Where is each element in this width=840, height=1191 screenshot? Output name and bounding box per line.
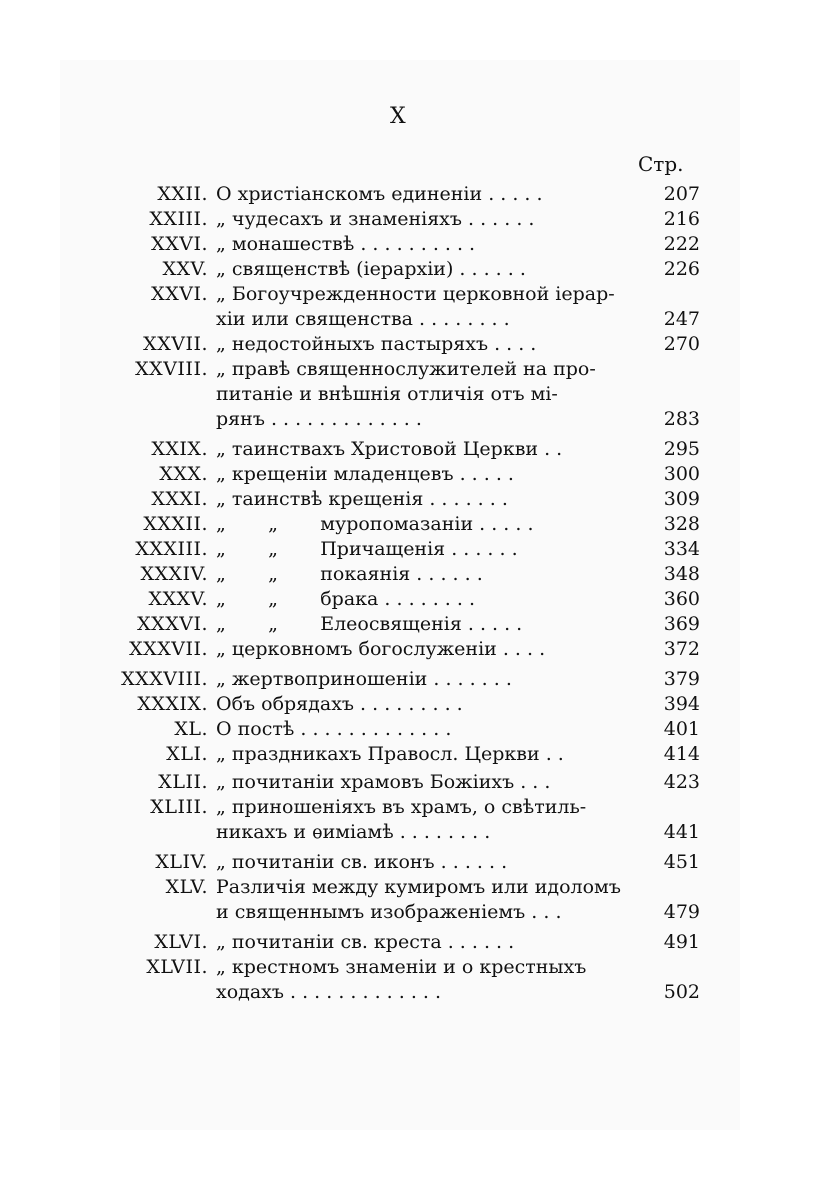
chapter-number: XXXIII. (135, 538, 208, 560)
toc-row (0, 231, 840, 257)
chapter-number: XXXVII. (129, 638, 208, 660)
toc-row (0, 849, 840, 875)
chapter-title: „ таинствахъ Христовой Церкви . . (216, 438, 563, 460)
toc-row (0, 536, 840, 562)
chapter-number: XXV. (162, 258, 208, 280)
page-number: 491 (663, 931, 700, 953)
chapter-number: XXIX. (151, 438, 208, 460)
page-number: 479 (663, 901, 700, 923)
toc-row (0, 406, 840, 432)
toc-row (0, 929, 840, 955)
toc-row (0, 769, 840, 795)
chapter-number: XLIV. (155, 851, 208, 873)
chapter-title: рянъ . . . . . . . . . . . . . (216, 408, 422, 430)
chapter-title: „ Богоучрежденности церковной іерар- (216, 283, 615, 305)
toc-row (0, 256, 840, 282)
toc-row (0, 356, 840, 382)
chapter-number: XXVIII. (135, 358, 208, 380)
page-number: 451 (663, 851, 700, 873)
page-number: 216 (663, 208, 700, 230)
toc-row (0, 954, 840, 980)
chapter-title: „ монашествѣ . . . . . . . . . . (216, 233, 476, 255)
page-number: 334 (663, 538, 700, 560)
toc-row (0, 381, 840, 407)
chapter-title: ходахъ . . . . . . . . . . . . . (216, 981, 442, 1003)
toc-row (0, 741, 840, 767)
chapter-number: XXXII. (143, 513, 208, 535)
page-number: 328 (663, 513, 700, 535)
chapter-number: XXXV. (148, 588, 208, 610)
chapter-number: XXVI. (151, 233, 208, 255)
chapter-title: О постѣ . . . . . . . . . . . . . (216, 718, 452, 740)
chapter-number: XL. (174, 718, 208, 740)
chapter-number: XLI. (166, 743, 208, 765)
chapter-number: XLIII. (150, 796, 208, 818)
toc-row (0, 586, 840, 612)
chapter-title: „ чудесахъ и знаменіяхъ . . . . . . (216, 208, 535, 230)
toc-row (0, 636, 840, 662)
page-number: 401 (663, 718, 700, 740)
chapter-number: XXXIV. (140, 563, 208, 585)
toc-row (0, 206, 840, 232)
page-column-label: Стр. (638, 152, 684, 176)
page-number: 270 (663, 333, 700, 355)
toc-row (0, 561, 840, 587)
page-number: 372 (663, 638, 700, 660)
page-number: 369 (663, 613, 700, 635)
chapter-title: „ „ брака . . . . . . . . (216, 588, 476, 610)
toc-row (0, 461, 840, 487)
chapter-title: „ „ покаянія . . . . . . (216, 563, 483, 585)
toc-row (0, 281, 840, 307)
toc-row (0, 794, 840, 820)
toc-row (0, 716, 840, 742)
page-number: 360 (663, 588, 700, 610)
page-number: 300 (663, 463, 700, 485)
chapter-number: XXVII. (143, 333, 208, 355)
page-number: 247 (663, 308, 700, 330)
chapter-number: XXXVI. (137, 613, 208, 635)
chapter-number: XLV. (165, 876, 208, 898)
toc-row (0, 819, 840, 845)
chapter-title: О христіанскомъ единеніи . . . . . (216, 183, 543, 205)
page-number: 283 (663, 408, 700, 430)
toc-row (0, 899, 840, 925)
page-folio: X (390, 104, 407, 129)
chapter-title: „ почитаніи св. иконъ . . . . . . (216, 851, 508, 873)
chapter-number: XXX. (159, 463, 208, 485)
page-number: 423 (663, 771, 700, 793)
page-number: 441 (663, 821, 700, 843)
chapter-number: XXXIX. (137, 693, 208, 715)
chapter-title: „ крещеніи младенцевъ . . . . . (216, 463, 514, 485)
toc-row (0, 331, 840, 357)
toc-row (0, 181, 840, 207)
chapter-title: Объ обрядахъ . . . . . . . . . (216, 693, 463, 715)
chapter-number: XXXVIII. (121, 668, 208, 690)
page-number: 309 (663, 488, 700, 510)
chapter-number: XXVI. (151, 283, 208, 305)
page-number: 226 (663, 258, 700, 280)
chapter-title: „ жертвоприношеніи . . . . . . . (216, 668, 512, 690)
toc-row (0, 511, 840, 537)
page-number: 502 (663, 981, 700, 1003)
chapter-title: никахъ и ѳиміамѣ . . . . . . . . (216, 821, 491, 843)
chapter-title: питаніе и внѣшнія отличія отъ мі- (216, 383, 558, 405)
chapter-number: XLII. (158, 771, 208, 793)
chapter-title: „ „ Причащенія . . . . . . (216, 538, 518, 560)
chapter-number: XXII. (157, 183, 208, 205)
toc-row (0, 486, 840, 512)
toc-row (0, 306, 840, 332)
chapter-title: „ священствѣ (іерархіи) . . . . . . (216, 258, 526, 280)
chapter-title: „ крестномъ знаменіи и о крестныхъ (216, 956, 587, 978)
chapter-title: „ правѣ священнослужителей на про- (216, 358, 596, 380)
chapter-number: XXIII. (149, 208, 208, 230)
chapter-title: „ „ муропомазаніи . . . . . (216, 513, 534, 535)
chapter-title: и священнымъ изображеніемъ . . . (216, 901, 562, 923)
chapter-number: XLVI. (154, 931, 208, 953)
chapter-title: Различія между кумиромъ или идоломъ (216, 876, 621, 898)
chapter-number: XLVII. (146, 956, 208, 978)
toc-row (0, 979, 840, 1005)
page-number: 414 (663, 743, 700, 765)
page-number: 295 (663, 438, 700, 460)
chapter-title: „ церковномъ богослуженіи . . . . (216, 638, 546, 660)
page-number: 222 (663, 233, 700, 255)
chapter-title: „ таинствѣ крещенія . . . . . . . (216, 488, 508, 510)
chapter-title: „ почитаніи храмовъ Божіихъ . . . (216, 771, 551, 793)
page-number: 348 (663, 563, 700, 585)
page-number: 207 (663, 183, 700, 205)
toc-row (0, 666, 840, 692)
chapter-number: XXXI. (151, 488, 208, 510)
chapter-title: „ „ Елеосвященія . . . . . (216, 613, 523, 635)
chapter-title: „ приношеніяхъ въ храмъ, о свѣтиль- (216, 796, 587, 818)
page-number: 379 (663, 668, 700, 690)
chapter-title: „ недостойныхъ пастыряхъ . . . . (216, 333, 537, 355)
chapter-title: „ почитаніи св. креста . . . . . . (216, 931, 515, 953)
chapter-title: хіи или священства . . . . . . . . (216, 308, 510, 330)
page-number: 394 (663, 693, 700, 715)
toc-row (0, 436, 840, 462)
toc-row (0, 691, 840, 717)
chapter-title: „ праздникахъ Правосл. Церкви . . (216, 743, 564, 765)
toc-row (0, 874, 840, 900)
toc-row (0, 611, 840, 637)
